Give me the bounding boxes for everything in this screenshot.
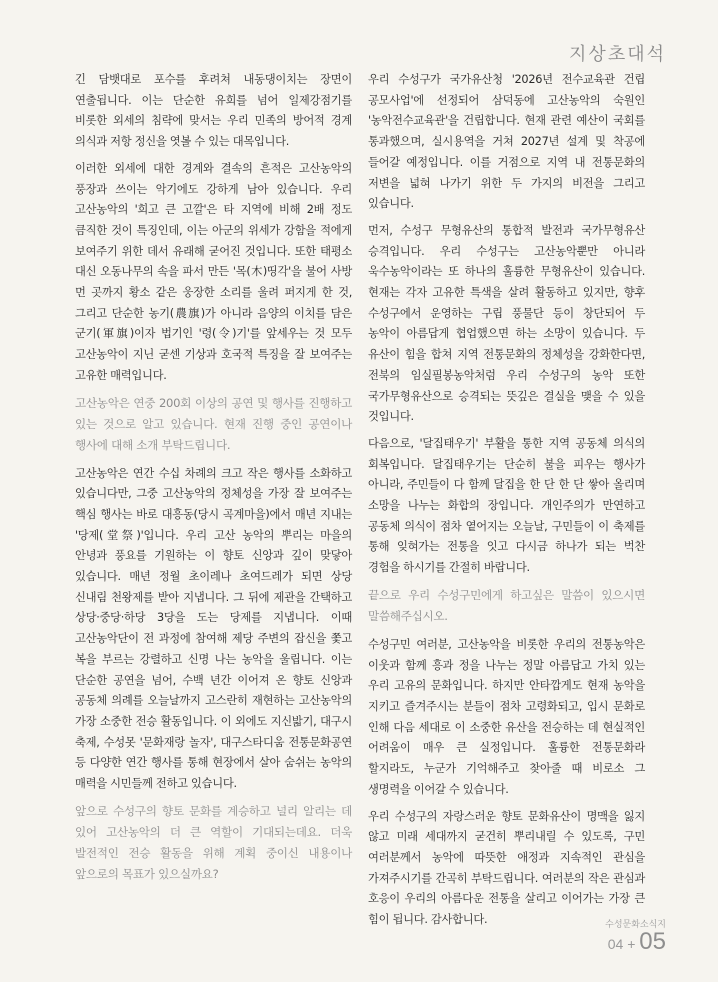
interview-question: 앞으로 수성구의 향토 문화를 계승하고 널리 알리는 데 있어 고산농악의 더 큰 역할이 기대되는데요. 더욱 발전적인 전승 활동을 위해 계획 중이신 내용이나 앞으로의 목표가 있으실까요? — [75, 803, 352, 881]
paragraph: 우리 수성구가 국가유산청 '2026년 전수교육관 건립 공모사업'에 선정되어 삼덕동에 고산농악의 숙원인 '농악전수교육관'을 건립합니다. 현재 관련 예산이 국회를 통과했으며, 실시용역을 거쳐 2027년 설계 및 착공에 들어갈 예정입니다. 이를 거점으로 지역 내 전통문화의 저변을 넓혀 나가기 위한 두 가지의 비전을 그리고 있습니다. — [368, 73, 645, 211]
right-column — [368, 70, 645, 937]
page-number-left: 04 — [607, 936, 624, 952]
paragraph: 먼저, 수성구 무형유산의 통합적 발전과 국가무형유산 승격입니다. 우리 수성구는 고산농악뿐만 아니라 욱수농악이라는 또 하나의 훌륭한 무형유산이 있습니다. 현재는 각자 고유한 특색을 살려 활동하고 있지만, 향후 수성구에서 운영하는 구립 풍물단 등이 창단되어 두 농악이 아름답게 협업했으면 하는 소망이 있습니다. 두 유산이 힘을 합쳐 지역 전통문화의 정체성을 강화한다면, 전북의 임실필봉농악처럼 우리 수성구의 농악 또한 국가무형유산으로 승격되는 뜻깊은 결실을 맺을 수 있을 것입니다. — [368, 223, 645, 424]
page-numbers — [607, 928, 666, 955]
interview-question: 끝으로 우리 수성구민에게 하고싶은 말씀이 있으시면 말씀해주십시오. — [368, 587, 645, 623]
paragraph: 고산농악은 연간 수십 차례의 크고 작은 행사를 소화하고 있습니다만, 그중 고산농악의 정체성을 가장 잘 보여주는 핵심 행사는 바로 대흥동(당시 곡계마을)에서 매년 지내는 '당제(堂祭)'입니다. 우리 고산 농악의 뿌리는 마을의 안녕과 풍요를 기원하는 이 향토 신앙과 깊이 맞닿아 있습니다. 매년 정월 초이레나 초여드레가 되면 상당 신내림 천왕제를 받아 지냅니다. 그 뒤에 제관을 간택하고 상당·중당·하당 3당을 도는 당제를 지냅니다. 이때 고산농악단이 전 과정에 참여해 제당 주변의 잡신을 쫓고 복을 부르는 강렬하고 신명 나는 농악을 울립니다. 이는 단순한 공연을 넘어, 수백 년간 이어져 온 향토 신앙과 공동체 의례를 오늘날까지 고스란히 재현하는 고산농악의 가장 소중한 전승 활동입니다. 이 외에도 지신밟기, 대구시 축제, 수성못 '문화재랑 놀자', 대구스타디움 전통문화공연 등 다양한 연간 행사를 통해 현장에서 살아 숨쉬는 농악의 매력을 시민들께 전하고 있습니다. — [75, 466, 352, 791]
section-title: 지상초대석 — [569, 44, 666, 65]
page-number-right: 05 — [639, 928, 666, 955]
paragraph: 긴 담뱃대로 포수를 후려쳐 내동댕이치는 장면이 연출됩니다. 이는 단순한 유희를 넘어 일제강점기를 비롯한 외세의 침략에 맞서는 우리 민족의 방어적 경계 의식과 저항 정신을 엿볼 수 있는 대목입니다. — [75, 73, 352, 149]
interview-question: 고산농악은 연중 200회 이상의 공연 및 행사를 진행하고 있는 것으로 알고 있습니다. 현재 진행 중인 공연이나 행사에 대해 소개 부탁드립니다. — [75, 395, 352, 452]
left-column — [75, 70, 352, 893]
magazine-name: 수성문화소식지 — [605, 920, 666, 930]
page-separator: + — [627, 936, 636, 952]
paragraph: 우리 수성구의 자랑스러운 향토 문화유산이 명맥을 잃지 않고 미래 세대까지 굳건히 뿌리내릴 수 있도록, 구민 여러분께서 농악에 따뜻한 애정과 지속적인 관심을 가져주시기를 간곡히 부탁드립니다. 여러분의 작은 관심과 호응이 우리의 아름다운 전통을 살리고 이어가는 가장 큰 힘이 됩니다. 감사합니다. — [368, 809, 645, 927]
page-footer — [605, 917, 666, 956]
paragraph: 다음으로, '달집태우기' 부활을 통한 지역 공동체 의식의 회복입니다. 달집태우기는 단순히 불을 피우는 행사가 아니라, 주민들이 다 함께 달집을 한 단 한 단 쌓아 올리며 소망을 나누는 화합의 장입니다. 개인주의가 만연하고 공동체 의식이 점차 옅어지는 오늘날, 구민들이 이 축제를 통해 잊혀가는 전통을 잇고 다시금 하나가 되는 벅찬 경험을 하시기를 간절히 바랍니다. — [368, 436, 645, 575]
paragraph: 이러한 외세에 대한 경계와 결속의 흔적은 고산농악의 풍장과 쓰이는 악기에도 강하게 남아 있습니다. 우리 고산농악의 '희고 큰 고깔'은 타 지역에 비해 2배 정도 큼직한 것이 특징인데, 이는 아군의 위세가 강함을 적에게 보여주기 위한 데서 유래해 굳어진 것입니다. 또한 태평소 대신 오동나무의 속을 파서 만든 '목(木)띵각'을 불어 사방 먼 곳까지 황소 같은 웅장한 소리를 울려 퍼지게 한 것, 그리고 단순한 농기(農旗)가 아니라 음양의 이치를 담은 군기(軍旗)이자 법기인 '령(令)기'를 앞세우는 것 모두 고산농악이 지닌 굳센 기상과 호국적 특징을 잘 보여주는 고유한 매력입니다. — [75, 161, 352, 382]
paragraph: 수성구민 여러분, 고산농악을 비롯한 우리의 전통농악은 이웃과 함께 흥과 정을 나누는 정말 아름답고 가치 있는 우리 고유의 문화입니다. 하지만 안타깝게도 현재 농악을 지키고 즐겨주시는 분들이 점차 고령화되고, 입시 문화로 인해 다음 세대로 이 소중한 유산을 전승하는 데 현실적인 어려움이 매우 큰 실정입니다. 훌륭한 전통문화라 할지라도, 누군가 기억해주고 찾아줄 때 비로소 그 생명력을 이어갈 수 있습니다. — [368, 637, 645, 796]
